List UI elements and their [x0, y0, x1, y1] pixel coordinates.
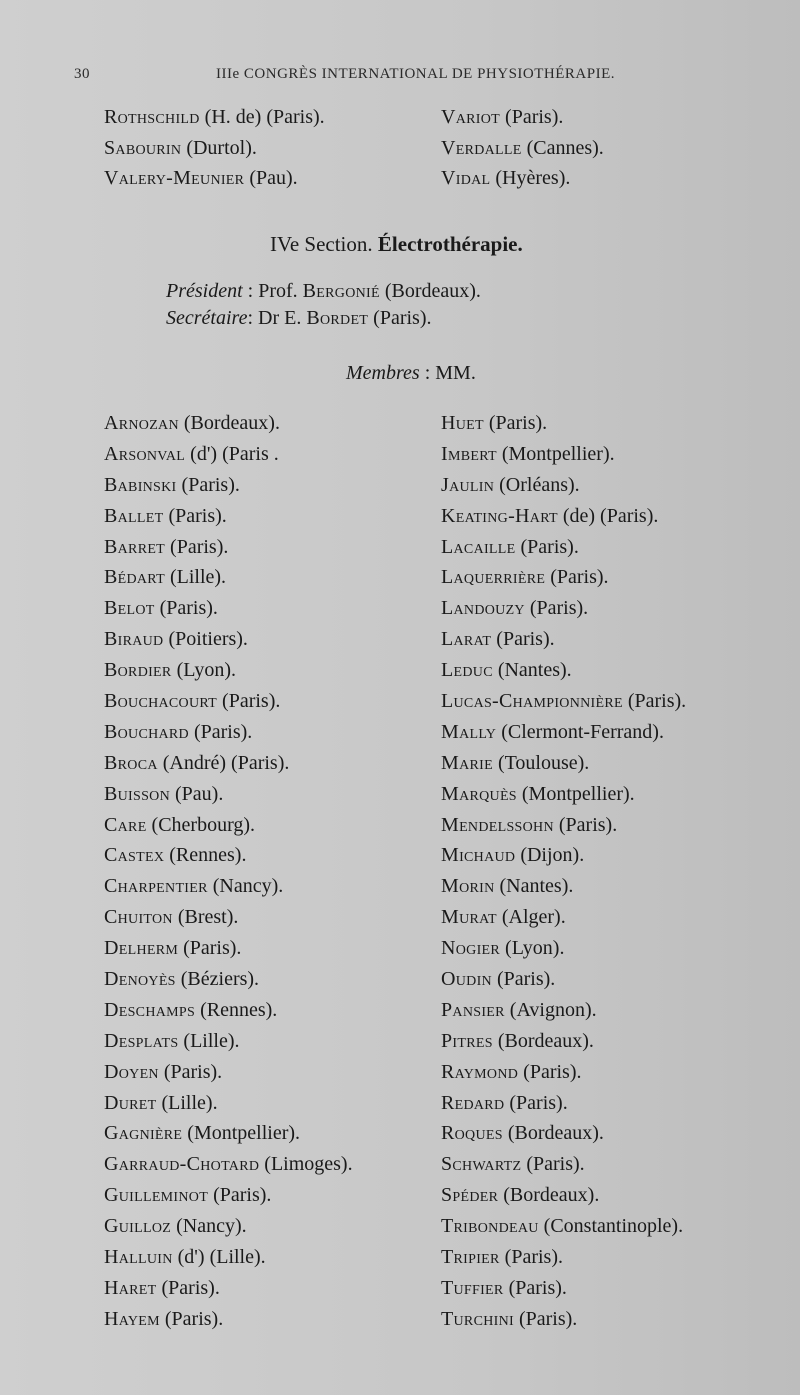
member-detail: (Orléans).: [499, 473, 580, 496]
member-detail: (Paris).: [170, 535, 229, 558]
list-item: [441, 717, 686, 748]
secretary-role: Secrétaire: [166, 307, 248, 329]
member-name: Bouchacourt: [104, 690, 218, 713]
member-detail: (Béziers).: [180, 968, 260, 991]
secretary-detail: (Paris).: [373, 307, 432, 329]
member-name: Charpentier: [104, 875, 208, 898]
member-name: Spéder: [441, 1184, 499, 1207]
list-item: [441, 1118, 686, 1149]
list-item: [104, 1180, 353, 1211]
member-detail: (Limoges).: [264, 1153, 353, 1176]
list-item: [441, 779, 686, 810]
list-item: [441, 168, 570, 188]
member-name: Mendelssohn: [441, 813, 554, 836]
member-detail: (Pau).: [175, 782, 224, 805]
member-detail: (Lyon).: [176, 659, 236, 682]
member-detail: (Bordeaux).: [497, 1029, 594, 1052]
secretary-name: Bordet: [306, 307, 369, 329]
member-name: Belot: [104, 597, 155, 620]
member-name: Denoyès: [104, 968, 176, 991]
member-detail: (Montpellier).: [521, 782, 635, 805]
list-item: [104, 1273, 353, 1304]
member-detail: (Paris).: [526, 1153, 585, 1176]
member-detail: (Paris).: [213, 1184, 272, 1207]
member-name: Turchini: [441, 1307, 514, 1330]
member-detail: (de) (Paris).: [562, 504, 659, 527]
member-detail: (Paris).: [496, 968, 556, 991]
president-sep: :: [247, 280, 254, 302]
list-item: [104, 624, 353, 655]
list-item: [104, 562, 353, 593]
member-detail: (Paris).: [550, 566, 609, 589]
member-detail: (Paris).: [193, 720, 253, 743]
member-name: Laquerrière: [441, 566, 546, 589]
member-name: Bouchard: [104, 720, 189, 743]
list-item: [104, 655, 353, 686]
member-name: Deschamps: [104, 998, 196, 1021]
member-detail: (André) (Paris).: [162, 751, 290, 774]
list-item: [441, 1242, 686, 1273]
list-item: [104, 748, 353, 779]
member-name: Landouzy: [441, 597, 525, 620]
member-detail: (Rennes).: [200, 998, 278, 1021]
member-detail: (Lille).: [183, 1029, 240, 1052]
member-name: Huet: [441, 412, 484, 434]
member-detail: (Nancy).: [212, 875, 284, 898]
member-name: Arnozan: [104, 412, 179, 434]
president-detail: (Bordeaux).: [384, 280, 481, 302]
member-detail: (Paris).: [181, 473, 240, 496]
member-name: Garraud-Chotard: [104, 1153, 260, 1176]
list-item: [104, 532, 353, 563]
member-detail: (Paris).: [508, 1276, 567, 1299]
member-detail: (Paris).: [161, 1276, 220, 1299]
list-item: [104, 933, 353, 964]
list-item: [441, 1057, 686, 1088]
member-name: Marquès: [441, 782, 517, 805]
list-item: [441, 1304, 686, 1335]
list-item: [441, 902, 686, 933]
member-name: Pansier: [441, 998, 505, 1021]
member-name: Gagnière: [104, 1122, 183, 1145]
member-name: Murat: [441, 906, 497, 929]
member-detail: (Lille).: [161, 1091, 218, 1114]
list-item: [441, 871, 686, 902]
list-item: [104, 408, 353, 439]
list-item: [104, 840, 353, 871]
list-item: [441, 501, 686, 532]
president-prefix: Prof.: [258, 280, 298, 302]
list-item: [441, 470, 686, 501]
member-name: Mally: [441, 720, 497, 743]
member-name: Leduc: [441, 659, 493, 682]
list-item: [104, 107, 325, 127]
member-detail: (H. de) (Paris).: [204, 106, 325, 128]
member-detail: (Paris).: [558, 813, 618, 836]
member-name: Tuffier: [441, 1276, 504, 1299]
member-name: Keating-Hart: [441, 504, 558, 527]
list-item: [104, 964, 353, 995]
member-name: Lacaille: [441, 535, 516, 558]
member-name: Haret: [104, 1276, 157, 1299]
secretary-sep: :: [247, 307, 254, 329]
list-item: [441, 748, 686, 779]
member-name: Arsonval: [104, 442, 186, 465]
member-name: Nogier: [441, 937, 501, 960]
list-item: [441, 995, 686, 1026]
member-name: Schwartz: [441, 1153, 522, 1176]
member-detail: (Paris).: [164, 1307, 224, 1330]
member-name: Duret: [104, 1091, 157, 1114]
list-item: [441, 810, 686, 841]
list-item: [104, 501, 353, 532]
member-name: Sabourin: [104, 137, 182, 159]
member-detail: (Paris).: [488, 412, 548, 434]
members-right-column: [441, 408, 686, 1335]
member-name: Guilleminot: [104, 1184, 209, 1207]
member-name: Pitres: [441, 1029, 493, 1052]
list-item: [104, 871, 353, 902]
list-item: [104, 1149, 353, 1180]
list-item: [104, 902, 353, 933]
member-detail: (Bordeaux).: [183, 412, 280, 434]
list-item: [104, 138, 257, 158]
list-item: [104, 810, 353, 841]
list-item: [441, 1211, 686, 1242]
list-item: [441, 408, 686, 439]
member-detail: (Paris).: [520, 535, 579, 558]
member-detail: (Paris).: [523, 1060, 582, 1083]
section-heading: [270, 232, 523, 257]
member-detail: (Montpellier).: [501, 442, 615, 465]
member-name: Redard: [441, 1091, 505, 1114]
list-item: [104, 593, 353, 624]
member-name: Barret: [104, 535, 166, 558]
member-detail: (Nantes).: [497, 659, 572, 682]
member-name: Doyen: [104, 1060, 159, 1083]
member-detail: (Paris).: [159, 597, 218, 620]
member-name: Variot: [441, 106, 501, 128]
member-detail: (Paris).: [627, 690, 687, 713]
list-item: [104, 1088, 353, 1119]
member-detail: (Clermont-Ferrand).: [501, 720, 664, 743]
list-item: [441, 655, 686, 686]
member-detail: (Nancy).: [176, 1215, 247, 1238]
list-item: [104, 439, 353, 470]
member-detail: (Bordeaux).: [507, 1122, 604, 1145]
president-role: Président: [166, 280, 243, 302]
member-detail: (Lille).: [169, 566, 227, 589]
member-detail: (Paris).: [183, 937, 242, 960]
member-detail: (Bordeaux).: [503, 1184, 600, 1207]
member-name: Morin: [441, 875, 495, 898]
secretary-prefix: Dr E.: [258, 307, 302, 329]
member-name: Roques: [441, 1122, 503, 1145]
member-detail: (d') (Paris .: [190, 442, 279, 465]
member-detail: (Nantes).: [499, 875, 574, 898]
member-name: Valery-Meunier: [104, 167, 245, 189]
member-detail: (Poitiers).: [168, 628, 248, 651]
list-item: [441, 1026, 686, 1057]
member-detail: (Paris).: [509, 1091, 568, 1114]
list-item: [104, 470, 353, 501]
list-item: [441, 593, 686, 624]
page-number: 30: [74, 66, 90, 82]
member-name: Halluin: [104, 1246, 173, 1269]
member-name: Michaud: [441, 844, 516, 867]
member-name: Ballet: [104, 504, 164, 527]
members-label: Membres: [346, 362, 420, 384]
member-detail: (Pau).: [249, 167, 298, 189]
members-left-column: [104, 408, 353, 1335]
member-name: Marie: [441, 751, 493, 774]
list-item: [441, 686, 686, 717]
member-name: Broca: [104, 751, 158, 774]
list-item: [104, 1118, 353, 1149]
member-detail: (d') (Lille).: [177, 1246, 266, 1269]
member-detail: (Paris).: [505, 106, 564, 128]
member-name: Tribondeau: [441, 1215, 539, 1238]
member-name: Rothschild: [104, 106, 200, 128]
member-name: Imbert: [441, 442, 497, 465]
member-name: Oudin: [441, 968, 492, 991]
list-item: [441, 1180, 686, 1211]
list-item: [104, 779, 353, 810]
member-detail: (Cherbourg).: [151, 813, 256, 836]
member-name: Bordier: [104, 659, 172, 682]
list-item: [104, 995, 353, 1026]
list-item: [104, 1211, 353, 1242]
member-detail: (Durtol).: [186, 137, 257, 159]
member-detail: (Brest).: [177, 906, 239, 929]
member-name: Larat: [441, 628, 492, 651]
member-name: Hayem: [104, 1307, 160, 1330]
member-name: Buisson: [104, 782, 171, 805]
member-name: Jaulin: [441, 473, 495, 496]
list-item: [441, 532, 686, 563]
member-name: Lucas-Championnière: [441, 690, 623, 713]
list-item: [441, 624, 686, 655]
president-line: [166, 280, 481, 303]
list-item: [441, 138, 604, 158]
list-item: [104, 168, 298, 188]
member-name: Babinski: [104, 473, 177, 496]
member-name: Tripier: [441, 1246, 500, 1269]
list-item: [104, 1242, 353, 1273]
member-detail: (Rennes).: [169, 844, 247, 867]
member-name: Biraud: [104, 628, 164, 651]
member-detail: (Toulouse).: [497, 751, 590, 774]
member-name: Desplats: [104, 1029, 179, 1052]
list-item: [104, 717, 353, 748]
member-detail: (Lyon).: [505, 937, 565, 960]
members-heading: [346, 362, 476, 385]
member-detail: (Paris).: [168, 504, 227, 527]
member-detail: (Paris).: [529, 597, 589, 620]
member-name: Delherm: [104, 937, 179, 960]
list-item: [441, 1088, 686, 1119]
list-item: [104, 686, 353, 717]
member-detail: (Montpellier).: [187, 1122, 301, 1145]
member-name: Bédart: [104, 566, 165, 589]
members-sep: :: [424, 362, 431, 384]
member-name: Chuiton: [104, 906, 173, 929]
member-detail: (Paris).: [504, 1246, 563, 1269]
member-detail: (Dijon).: [520, 844, 585, 867]
member-detail: (Cannes).: [526, 137, 604, 159]
list-item: [104, 1057, 353, 1088]
section-number: IVe Section.: [270, 232, 373, 256]
list-item: [441, 439, 686, 470]
members-value: MM.: [435, 362, 476, 384]
member-name: Guilloz: [104, 1215, 172, 1238]
member-detail: (Paris).: [163, 1060, 223, 1083]
member-detail: (Avignon).: [509, 998, 597, 1021]
member-detail: (Hyères).: [495, 167, 571, 189]
list-item: [441, 1273, 686, 1304]
member-detail: (Paris).: [518, 1307, 578, 1330]
member-detail: (Paris).: [222, 690, 281, 713]
member-detail: (Paris).: [496, 628, 555, 651]
list-item: [104, 1026, 353, 1057]
member-name: Verdalle: [441, 137, 522, 159]
member-name: Vidal: [441, 167, 491, 189]
member-name: Care: [104, 813, 147, 836]
list-item: [441, 933, 686, 964]
list-item: [441, 562, 686, 593]
secretary-line: [166, 307, 431, 330]
list-item: [441, 107, 563, 127]
section-title: Électrothérapie.: [377, 232, 523, 256]
list-item: [441, 1149, 686, 1180]
list-item: [441, 964, 686, 995]
list-item: [104, 1304, 353, 1335]
member-name: Castex: [104, 844, 165, 867]
running-title: IIIe CONGRÈS INTERNATIONAL DE PHYSIOTHÉRAPIE.: [216, 66, 615, 82]
member-detail: (Constantinople).: [543, 1215, 684, 1238]
president-name: Bergonié: [302, 280, 380, 302]
list-item: [441, 840, 686, 871]
member-detail: (Alger).: [501, 906, 566, 929]
member-name: Raymond: [441, 1060, 519, 1083]
